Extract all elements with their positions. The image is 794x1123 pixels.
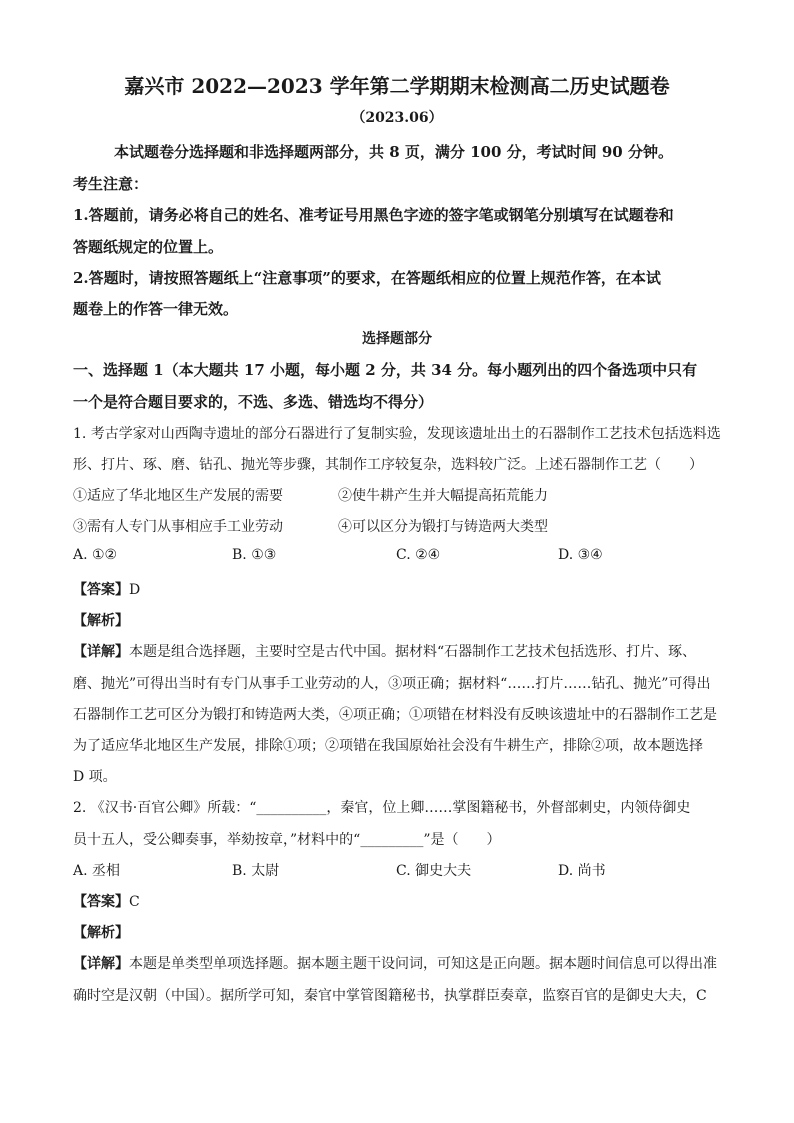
notice-item-1-line-1: 1.答题前，请务必将自己的姓名、准考证号用黑色字迹的签字笔或钢笔分别填写在试题卷和 — [73, 206, 674, 224]
section-heading-line-2: 一个是符合题目要求的，不选、多选、错选均不得分） — [73, 393, 434, 411]
q1-stem-line-2: 形、打片、琢、磨、钻孔、抛光等步骤，其制作工序较复杂，选料较广泛。上述石器制作工艺（ ） — [73, 457, 703, 473]
q1-stem-line-1: 1. 考古学家对山西陶寺遗址的部分石器进行了复制实验，发现该遗址出土的石器制作工艺技术包括选料选 — [73, 426, 721, 442]
q2-choice-c: C. 御史大夫 — [396, 863, 472, 879]
q1-detail-line-2: 磨、抛光”可得出当时有专门从事手工业劳动的人，③项正确；据材料“……打片……钻孔、抛光”可得出 — [73, 676, 711, 692]
section-title: 选择题部分 — [362, 331, 432, 347]
exam-date: （2023.06） — [351, 110, 443, 126]
notice-item-2-line-2: 题卷上的作答一律无效。 — [73, 300, 239, 318]
q1-answer-tag: 【答案】 — [73, 582, 129, 598]
q2-answer-tag: 【答案】 — [73, 894, 129, 910]
notice-item-1-line-2: 答题纸规定的位置上。 — [73, 238, 224, 256]
q1-choice-b: B. ①③ — [232, 547, 277, 563]
q2-choice-b: B. 太尉 — [232, 863, 280, 879]
q1-option-1: ①适应了华北地区生产发展的需要 — [73, 488, 283, 504]
q1-detail-tag: 【详解】 — [73, 644, 129, 660]
q1-detail-line-1 — [73, 641, 696, 661]
q2-detail-text-1: 本题是单类型单项选择题。据本题主题干设问词，可知这是正向题。据本题时间信息可以得出准 — [129, 956, 717, 972]
q1-option-4: ④可以区分为锻打与铸造两大类型 — [338, 519, 548, 535]
q2-choice-a: A. 丞相 — [73, 863, 121, 879]
notice-item-2-line-1: 2.答题时，请按照答题纸上“注意事项”的要求，在答题纸相应的位置上规范作答，在本试 — [73, 269, 661, 287]
q1-detail-line-5: D 项。 — [73, 769, 117, 785]
notice-heading: 考生注意： — [73, 175, 149, 193]
q1-analysis-tag: 【解析】 — [73, 613, 129, 629]
q1-choice-d: D. ③④ — [558, 547, 603, 563]
q2-analysis-tag: 【解析】 — [73, 925, 129, 941]
q2-choice-d: D. 尚书 — [558, 863, 606, 879]
exam-title: 嘉兴市 2022—2023 学年第二学期期末检测高二历史试题卷 — [124, 74, 670, 98]
q2-answer-value: C — [129, 894, 140, 910]
q1-option-2: ②使牛耕产生并大幅提高拓荒能力 — [338, 488, 548, 504]
q1-detail-line-4: 为了适应华北地区生产发展，排除①项；②项错在我国原始社会没有牛耕生产，排除②项，故本题选择 — [73, 738, 703, 754]
q2-answer — [73, 891, 140, 911]
q1-choice-c: C. ②④ — [396, 547, 441, 563]
section-heading-line-1: 一、选择题 1（本大题共 17 小题，每小题 2 分，共 34 分。每小题列出的四个备选项中只有 — [73, 361, 698, 379]
q1-answer-value: D — [129, 582, 141, 598]
q2-detail-tag: 【详解】 — [73, 956, 129, 972]
q1-choice-a: A. ①② — [73, 547, 118, 563]
exam-intro: 本试题卷分选择题和非选择题两部分，共 8 页，满分 100 分，考试时间 90 分钟。 — [114, 143, 673, 161]
q2-stem-line-1: 2. 《汉书·百官公卿》所载：“__________，秦官，位上卿……掌图籍秘书，外督部刺史，内领侍御史 — [73, 800, 691, 816]
q1-answer — [73, 579, 140, 599]
q1-option-3: ③需有人专门从事相应手工业劳动 — [73, 519, 283, 535]
q2-detail-line-2: 确时空是汉朝（中国）。据所学可知，秦官中掌管图籍秘书，执掌群臣奏章，监察百官的是御史大夫，C — [73, 988, 707, 1004]
q2-detail-line-1 — [73, 953, 717, 973]
q1-detail-line-3: 石器制作工艺可区分为锻打和铸造两大类，④项正确；①项错在材料没有反映该遗址中的石器制作工艺是 — [73, 707, 717, 723]
q1-detail-text-1: 本题是组合选择题，主要时空是古代中国。据材料“石器制作工艺技术包括选形、打片、琢、 — [129, 644, 697, 660]
q2-stem-line-2: 员十五人，受公卿奏事，举劾按章，”材料中的“_________”是（ ） — [73, 832, 501, 848]
